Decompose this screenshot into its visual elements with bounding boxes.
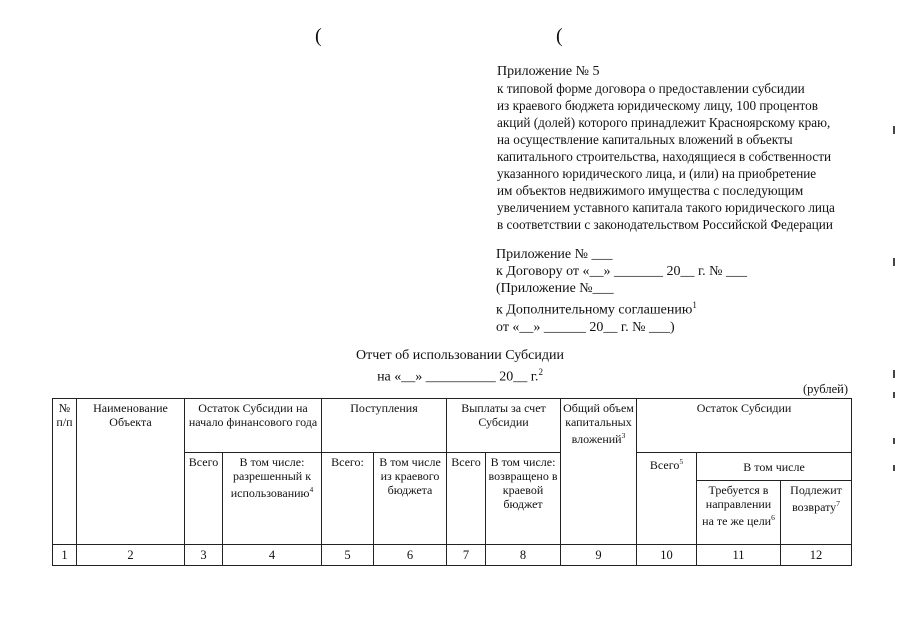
- header-receipts-total: Всего:: [322, 453, 374, 545]
- footnote-marker: 3: [621, 431, 626, 440]
- footnote-marker: 7: [836, 499, 840, 508]
- column-number: 8: [486, 545, 561, 566]
- report-date-text: на «__» __________ 20__ г.: [377, 369, 539, 385]
- report-date-line: [260, 364, 660, 386]
- footnote-marker: 5: [679, 457, 684, 466]
- header-to-return-text: Подлежит возврату: [790, 483, 842, 514]
- column-number: 1: [53, 545, 77, 566]
- header-start-total: Всего: [185, 453, 223, 545]
- header-allowed: [223, 453, 322, 545]
- appendix-line: капитального строительства, находящиеся в собственности: [497, 149, 832, 164]
- appendix-header: Приложение № 5: [497, 64, 600, 79]
- contract-reference-block: [496, 246, 816, 336]
- header-total-investment: [561, 399, 637, 545]
- contract-line: [496, 297, 816, 319]
- footnote-marker: 6: [771, 513, 775, 522]
- column-number: 6: [374, 545, 447, 566]
- contract-line: (Приложение №___: [496, 281, 614, 296]
- edge-mark: [893, 392, 895, 398]
- appendix-line: увеличением уставного капитала такого юридического лица: [497, 200, 835, 215]
- header-returned: В том числе: возвращено в краевой бюджет: [486, 453, 561, 545]
- contract-line: к Договору от «__» _______ 20__ г. № ___: [496, 264, 748, 279]
- edge-mark: [893, 370, 895, 378]
- column-number: 5: [322, 545, 374, 566]
- appendix-line: акций (долей) которого принадлежит Красноярскому краю,: [497, 115, 831, 130]
- header-object-name: Наименование Объекта: [77, 399, 185, 545]
- footnote-marker: 1: [692, 300, 697, 310]
- bracket-mark-right: (: [556, 25, 563, 47]
- report-title: Отчет об использовании Субсидии: [356, 348, 564, 363]
- header-receipts-regional: В том числе из краевого бюджета: [374, 453, 447, 545]
- edge-mark: [893, 438, 895, 444]
- footnote-marker: 4: [309, 485, 314, 494]
- column-numbers-row: [53, 545, 852, 566]
- bracket-mark-left: (: [315, 25, 322, 47]
- header-payments-total: Всего: [447, 453, 486, 545]
- footnote-marker: 2: [538, 367, 543, 377]
- header-balance: Остаток Субсидии: [637, 399, 852, 453]
- header-same-purpose: [697, 481, 781, 545]
- column-number: 7: [447, 545, 486, 566]
- report-title-block: [260, 348, 660, 386]
- column-number: 12: [781, 545, 852, 566]
- column-number: 9: [561, 545, 637, 566]
- header-balance-total-text: Всего: [649, 458, 680, 472]
- column-number: 10: [637, 545, 697, 566]
- header-allowed-text: В том числе: разрешенный к использованию: [230, 455, 312, 500]
- header-to-return: [781, 481, 852, 545]
- header-number: № п/п: [53, 399, 77, 545]
- appendix-block: [497, 63, 897, 233]
- units-label: (рублей): [802, 382, 848, 396]
- header-same-purpose-text: Требуется в направлении на те же цели: [702, 483, 772, 528]
- appendix-line: к типовой форме договора о предоставлении субсидии: [497, 81, 805, 96]
- appendix-line: на осуществление капитальных вложений в объекты: [497, 132, 793, 147]
- header-total-investment-text: Общий объем капитальных вложений: [563, 401, 634, 446]
- appendix-line: в соответствии с законодательством Российской Федерации: [497, 217, 833, 232]
- column-number: 2: [77, 545, 185, 566]
- header-balance-start: Остаток Субсидии на начало финансового года: [185, 399, 322, 453]
- contract-line: Приложение № ___: [496, 247, 613, 262]
- appendix-line: указанного юридического лица, и (или) на приобретение: [497, 166, 817, 181]
- contract-line: от «__» ______ 20__ г. № ___): [496, 319, 675, 335]
- subsidy-report-table: [52, 398, 852, 566]
- column-number: 11: [697, 545, 781, 566]
- header-payments: Выплаты за счет Субсидии: [447, 399, 561, 453]
- column-number: 4: [223, 545, 322, 566]
- header-receipts: Поступления: [322, 399, 447, 453]
- edge-mark: [893, 465, 895, 471]
- appendix-line: из краевого бюджета юридическому лицу, 100 процентов: [497, 98, 818, 113]
- column-number: 3: [185, 545, 223, 566]
- edge-mark: [893, 258, 895, 266]
- header-balance-total: [637, 453, 697, 545]
- appendix-line: им объектов недвижимого имущества с последующим: [497, 183, 804, 198]
- contract-line-text: к Дополнительному соглашению: [496, 302, 693, 318]
- header-including: В том числе: [697, 453, 852, 481]
